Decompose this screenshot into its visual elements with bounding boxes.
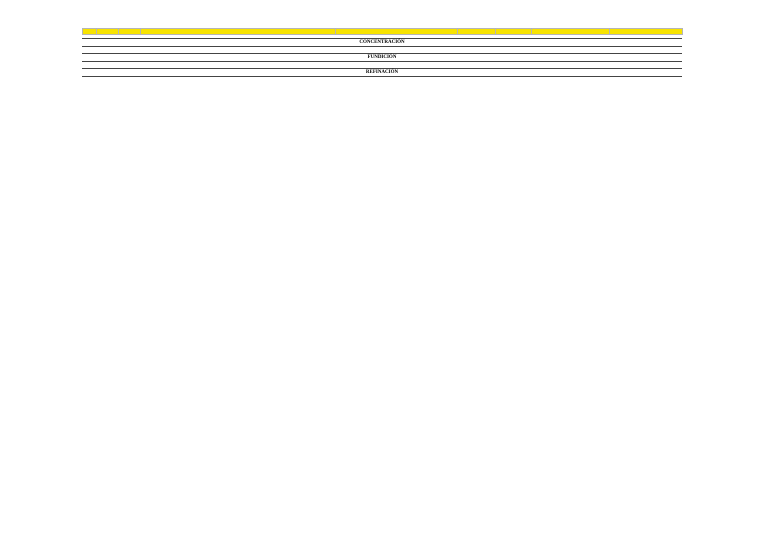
column-header	[336, 29, 458, 35]
spreadsheet	[82, 28, 682, 77]
section-fundicion: FUNDICIÓN	[82, 53, 682, 62]
table-header-row	[83, 29, 683, 35]
column-header	[83, 29, 97, 35]
production-table	[82, 28, 683, 35]
column-header	[141, 29, 336, 35]
column-header	[496, 29, 532, 35]
column-header	[97, 29, 119, 35]
section-concentracion: CONCENTRACIÓN	[82, 38, 682, 47]
column-header	[532, 29, 610, 35]
column-header	[458, 29, 496, 35]
column-header	[119, 29, 141, 35]
column-header	[610, 29, 683, 35]
section-refinacion: REFINACIÓN	[82, 68, 682, 77]
